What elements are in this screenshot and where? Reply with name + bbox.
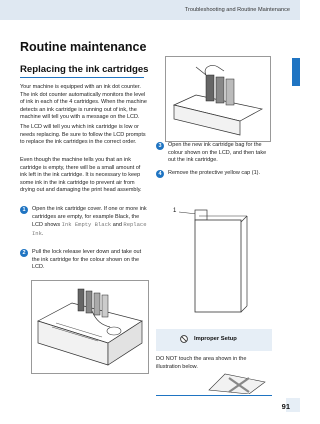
step-2-number: 2 <box>20 249 28 257</box>
intro-paragraph-2: The LCD will tell you which ink cartridge is low or needs replacing. Be sure to follow the LCD prompts to replace the ink cartridges in the correct order. <box>20 124 146 146</box>
section-title: Routine maintenance <box>20 40 147 54</box>
step-4-number: 4 <box>156 170 164 178</box>
step-1-and: and <box>111 222 124 229</box>
caution-label: Improper Setup <box>194 336 237 342</box>
machine-cartridge-illustration <box>31 280 149 374</box>
step-2-text: Pull the lock release lever down and take out the ink cartridge for the colour shown on the LCD. <box>32 249 142 271</box>
page-number: 91 <box>281 402 290 411</box>
header-title: Troubleshooting and Routine Maintenance <box>184 7 290 13</box>
intro-paragraph-3: Even though the machine tells you that an ink cartridge is empty, there will be a small amount of ink left in the ink cartridge. It is necessary to keep some ink in the ink cartridge to prevent air from drying out and damaging the print head assembly. <box>20 157 142 194</box>
step-1-text <box>32 206 148 238</box>
step-3-text: Open the new ink cartridge bag for the colour shown on the LCD, and then take out the ink cartridge. <box>168 142 267 164</box>
step-1-body: Open the ink cartridge cover. If one or more ink cartridges are empty, for example Black, the LCD shows <box>32 206 147 229</box>
lcd-message-2: Replace Ink <box>32 221 147 237</box>
caution-text: DO NOT touch the area shown in the illustration below. <box>156 356 247 370</box>
cartridge-removal-illustration <box>165 56 271 142</box>
header-bar <box>0 0 300 20</box>
prohibited-icon <box>180 335 188 343</box>
step-1-number: 1 <box>20 206 28 214</box>
section-subtitle: Replacing the ink cartridges <box>20 64 149 75</box>
machine-illustration-svg <box>32 281 148 373</box>
caution-rule <box>156 395 272 396</box>
cartridge-cap-svg <box>165 186 269 320</box>
step-1-end: . <box>41 230 44 237</box>
step-4-text: Remove the protective yellow cap (1). <box>168 170 261 176</box>
lcd-message-1: Ink Empty Black <box>61 221 112 229</box>
step-3-number: 3 <box>156 142 164 150</box>
do-not-touch-svg <box>205 370 271 394</box>
caution-box <box>156 329 272 351</box>
subtitle-rule <box>20 77 144 78</box>
do-not-touch-illustration <box>205 370 271 394</box>
cap-callout-label: 1 <box>173 208 177 214</box>
cartridge-removal-svg <box>166 57 270 141</box>
cartridge-cap-figure <box>165 186 269 320</box>
intro-paragraph-1: Your machine is equipped with an ink dot counter. The ink dot counter automatically monitors the level of ink in each of the 4 cartridges. When the machine detects an ink cartridge is running out of ink, the machine will tell you with a message on the LCD. <box>20 84 147 121</box>
chapter-tab <box>292 58 300 86</box>
